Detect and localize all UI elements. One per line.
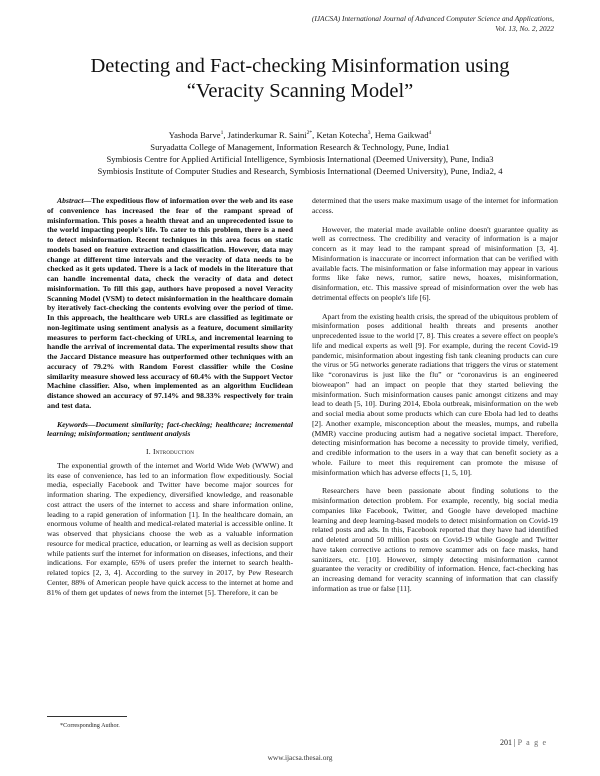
page-number-value: 201 (500, 738, 512, 747)
journal-name: (IJACSA) International Journal of Advanced Computer Science and Applications, (311, 14, 554, 23)
author-2-sup: 2* (306, 130, 313, 136)
author-names: Yashoda Barve$^1$, Jatinderkumar R. Saini$^{2*}$, Ketan Kotecha$^3$, Hema Gaikwad$^4$ (168, 129, 432, 140)
author-block (30, 127, 570, 177)
page-label: P a g e (517, 738, 548, 747)
abstract-text: —The expeditious flow of information over the web and its ease of convenience has increased the fear of the rampant spread of misinformation. This poses a health threat and an unprecedented issue to the world impacting people's life. To cater to this problem, there is a need to detect misinformation. Recent techniques in this area focus on static models based on feature extraction and classification. However, data may change at different time intervals and the veracity of data needs to be checked as it gets updated. There is a lack of models in the literature that can handle incremental data, check the veracity of data and detect misinformation. To fill this gap, authors have proposed a novel Veracity Scanning Model (VSM) to detect misinformation in the healthcare domain by iteratively fact-checking the contents evolving over the period of time. In this approach, the healthcare web URLs are classified as legitimate or non-legitimate using sentiment analysis as a feature, document similarity measures to perform fact-checking of URLs, and incremental learning to handle the arrival of incremental data. The experimental results show that the Jaccard Distance measure has outperformed other techniques with an accuracy of 79.2% with Random Forest classifier while the Cosine similarity measure showed less accuracy of 60.4% with the Support Vector Machine classifier. Also, when implemented as an algorithm Euclidean distance showed an accuracy of 97.14% and 98.33% respectively for train and test data. (47, 196, 293, 410)
title-line-1: Detecting and Fact-checking Misinformation using (90, 55, 510, 77)
journal-header (214, 14, 554, 33)
abstract (47, 196, 293, 411)
author-1: Yashoda Barve (168, 129, 221, 140)
journal-volume: Vol. 13, No. 2, 2022 (495, 23, 554, 33)
right-column (312, 196, 558, 594)
author-1-sup: 1 (220, 130, 224, 136)
affiliation-1: Suryadatta College of Management, Information Research & Technology, Pune, India1 (150, 141, 450, 152)
author-3-sup: 3 (367, 130, 371, 136)
abstract-label: Abstract (57, 196, 84, 205)
keywords-text: Document similarity; fact-checking; healthcare; incremental learning; misinformation; sentiment analysis (47, 419, 293, 439)
section-numeral: I. (145, 447, 151, 456)
footnote: *Corresponding Author. (60, 722, 120, 729)
page-separator: | (512, 738, 518, 747)
keywords-label: Keywords— (57, 419, 96, 429)
affiliation-3: Symbiosis Institute of Computer Studies and Research, Symbiosis International (Deemed University), Pune, India2, 4 (97, 165, 503, 176)
author-3: Ketan Kotecha (316, 129, 368, 140)
left-column (47, 196, 293, 597)
page-number (500, 738, 547, 747)
section-heading-introduction (47, 447, 293, 457)
author-4-sup: 4 (428, 130, 432, 136)
paper-title (30, 54, 570, 104)
section-title: Introduction (152, 447, 195, 456)
paragraph: Researchers have been passionate about finding solutions to the misinformation detection problem. For example, recently, big social media companies like Facebook, Twitter, and Google have developed machine learning and deep learning-based models to detect misinformation on Covid-19 related posts and ads. In this, Facebook reported that they have had identified and deleted around 50 million posts on Covid-19 while Google and Twitter have taken corrective actions to remove scammer ads on face masks, hand sanitizers, etc. [10]. However, simply detecting misinformation cannot guarantee the veracity or credibility of information. Hence, fact-checking has an increasing demand for veracity scanning of information that can classify information as true or false [11]. (312, 486, 558, 593)
author-2: Jatinderkumar R. Saini (227, 129, 307, 140)
paragraph: Apart from the existing health crisis, the spread of the ubiquitous problem of misinformation poses additional health threats and presents another unprecedented issue to the world [7, 8]. This creates a severe effect on people's life and medical experts as well [9]. For example, during the recent Covid-19 pandemic, misinformation about ingesting fish tank cleaning products can cure the virus or 5G networks generate radiations that triggers the virus or statement like “coronavirus is just like the flu” or “coronavirus is an engineered bioweapon” had an impact on people that they started believing the misinformation. Such misinformation causes panic amongst citizens and may lead to death [5, 10]. During 2014, Ebola outbreak, misinformation on the web and social media about some products which can cure Ebola had led to deaths [2]. Another example, misconception about the measles, mumps, and rubella (MMR) vaccine producing autism had a negative societal impact. Therefore, detecting misinformation has become a necessity to provide timely, verified, and credible information to the users in a way that can benefit society as a whole. Failure to meet this requirement can promote the misuse of misinformation which has adverse effects [1, 5, 10]. (312, 311, 558, 477)
paragraph: However, the material made available online doesn't guarantee quality as well as correctness. The credibility and veracity of information is a major concern as it may lead to the rampant spread of misinformation [3, 4]. Misinformation is inaccurate or incorrect information that can be verified with available facts. The misinformation or false information may appear in various forms like fake news, rumor, satire news, hoaxes, misinformation, disinformation, etc. This massive spread of misinformation over the web has detrimental effects on people's life [6]. (312, 224, 558, 302)
keywords (47, 420, 293, 440)
paragraph: determined that the users make maximum usage of the internet for information access. (312, 196, 558, 215)
affiliation-2: Symbiosis Centre for Applied Artificial Intelligence, Symbiosis International (Deemed University), Pune, India3 (106, 153, 494, 164)
author-4: Hema Gaikwad (374, 129, 429, 140)
footer-url: www.ijacsa.thesai.org (267, 753, 333, 762)
title-line-2: “Veracity Scanning Model” (186, 80, 414, 102)
paragraph: The exponential growth of the internet and World Wide Web (WWW) and its ease of convenience, has led to an information flow expeditiously. Social media, especially Facebook and Twitter have become major sources for information sharing. The expediency, diversified knowledge, and reasonable cost attract the users of the internet to access and share information online, leading to a rapid generation of information [1]. In the healthcare domain, an enormous volume of health and medical-related material is accessible online. It was observed that physicians choose the web as a valuable information resource for medical practice, education, or learning as well as decision support while patients surf the internet for information on diseases, infections, and their indications. For example, 65% of users prefer the internet to search health-related topics [2, 3, 4]. According to the survey in 2017, by Pew Research Center, 88% of American people have quick access to the internet at home and 81% of them get updates of news from the internet [5]. Therefore, it can be (47, 460, 293, 597)
footnote-divider (47, 716, 127, 717)
